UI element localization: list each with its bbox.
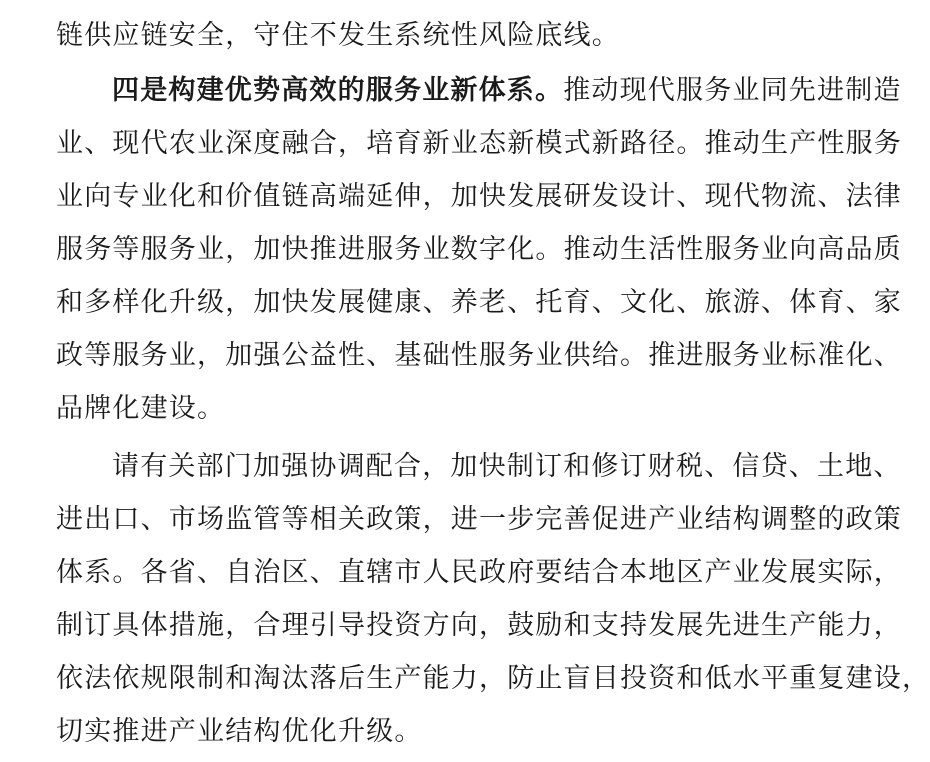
text-line: 进出口、市场监管等相关政策，进一步完善促进产业结构调整的政策 <box>56 504 902 535</box>
text-span: 推动现代服务业同先进制造 <box>563 75 902 106</box>
paragraph-first-line <box>112 73 902 109</box>
text-line: 制订具体措施，合理引导投资方向，鼓励和支持发展先进生产能力， <box>56 610 902 641</box>
text-line: 切实推进产业结构优化升级。 <box>56 716 423 747</box>
text-line: 业向专业化和价值链高端延伸，加快发展研发设计、现代物流、法律 <box>56 181 902 212</box>
text-line: 依法依规限制和淘汰落后生产能力，防止盲目投资和低水平重复建设， <box>56 663 930 694</box>
section-heading: 四是构建优势高效的服务业新体系。 <box>112 75 564 106</box>
text-line: 和多样化升级，加快发展健康、养老、托育、文化、旅游、体育、家 <box>56 287 902 318</box>
text-line: 服务等服务业，加快推进服务业数字化。推动生活性服务业向高品质 <box>56 234 902 265</box>
text-line: 业、现代农业深度融合，培育新业态新模式新路径。推动生产性服务 <box>56 128 902 159</box>
text-line: 链供应链安全，守住不发生系统性风险底线。 <box>56 20 620 51</box>
text-line: 政等服务业，加强公益性、基础性服务业供给。推进服务业标准化、 <box>56 340 902 371</box>
text-line: 品牌化建设。 <box>56 393 226 424</box>
text-line: 请有关部门加强协调配合，加快制订和修订财税、信贷、土地、 <box>112 451 902 482</box>
text-line: 体系。各省、自治区、直辖市人民政府要结合本地区产业发展实际， <box>56 557 902 588</box>
